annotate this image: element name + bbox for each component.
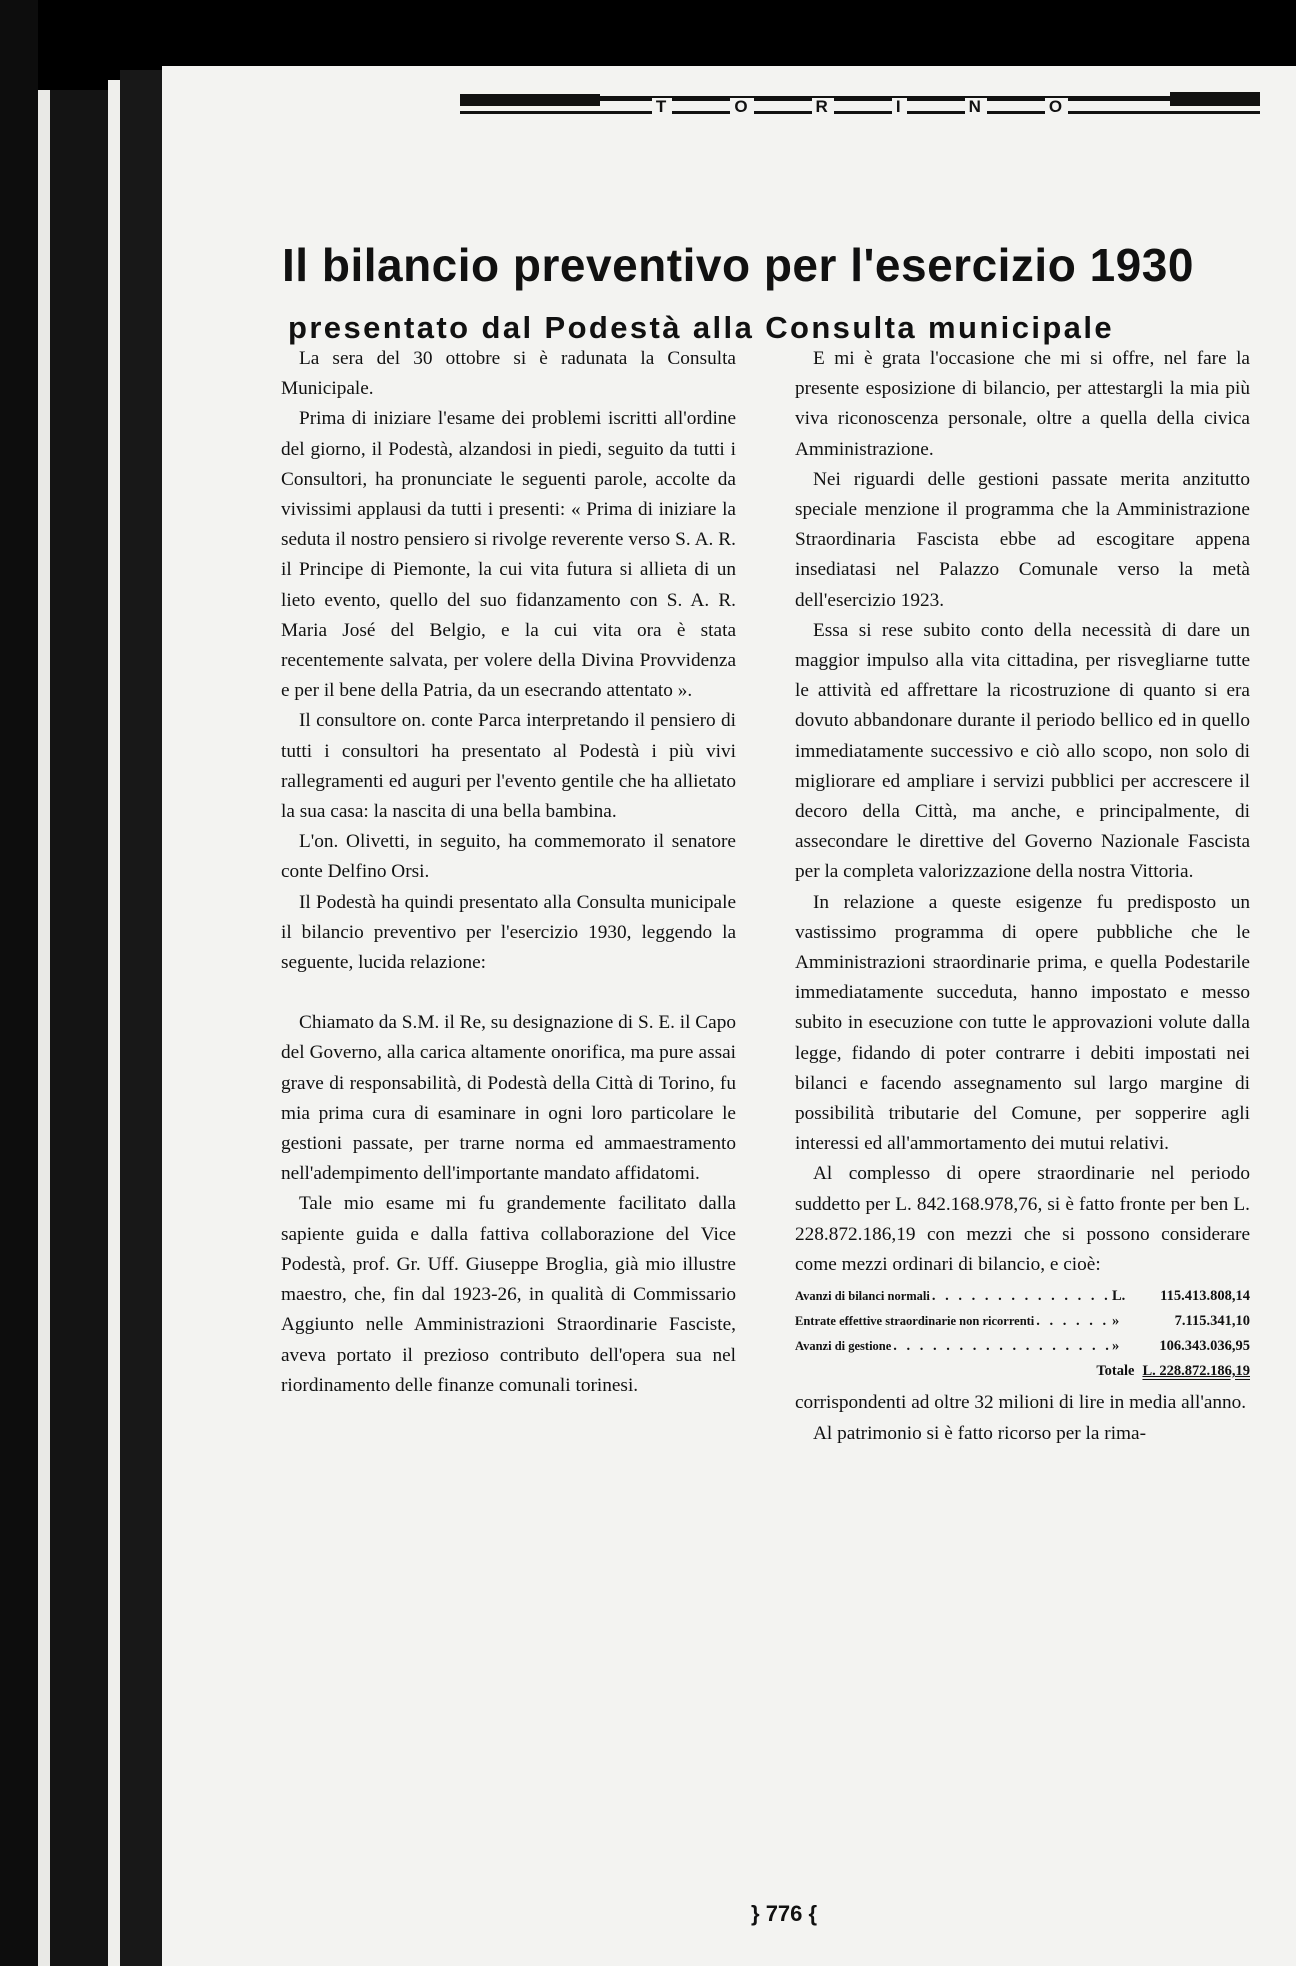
page-number-bracket-icon: { <box>808 1901 818 1926</box>
budget-row-currency: » <box>1112 1313 1120 1330</box>
budget-row-amount: 115.413.808,14 <box>1160 1288 1250 1305</box>
paragraph: Nei riguardi delle gestioni passate merita anzitutto speciale menzione il programma che la Amministrazione Straordinaria Fascista ebbe ad escogitare appena insediatasi nel Palazzo Comunale verso la metà dell'esercizio 1923. <box>795 468 1250 611</box>
budget-total-label: Totale <box>1096 1363 1135 1380</box>
page-edge <box>108 80 120 1966</box>
leader-dots <box>932 1284 1110 1309</box>
paragraph: Tale mio esame mi fu grandemente facilitato dalla sapiente guida e dalla fattiva collaborazione del Vice Podestà, prof. Gr. Uff. Giuseppe Broglia, già mio illustre maestro, che, fin dal 1923-26, in qualità di Commissario Aggiunto nelle Amministrazioni Straordinarie Fasciste, aveva portato il prezioso contributo dell'opera sua nel riordinamento delle finanze comunali torinesi. <box>281 1193 736 1396</box>
budget-total <box>795 1359 1250 1384</box>
running-head-ornament <box>1170 92 1260 106</box>
right-column <box>795 344 1250 1449</box>
page-number <box>751 1901 817 1927</box>
budget-row-currency: L. <box>1112 1288 1126 1305</box>
page-number-bracket-icon: } <box>751 1901 760 1926</box>
running-head-letter: O <box>730 98 753 115</box>
paragraph: E mi è grata l'occasione che mi si offre, nel fare la presente esposizione di bilancio, per attestargli la mia più viva riconoscenza personale, oltre a quella della civica Amministrazione. <box>795 348 1250 460</box>
article-subtitle: presentato dal Podestà alla Consulta municipale <box>288 310 1114 345</box>
running-head-letter: R <box>812 98 834 115</box>
paragraph: In relazione a queste esigenze fu predisposto un vastissimo programma di opere pubbliche che le Amministrazioni straordinarie prima, e quella Podestarile immediatamente succeduta, hanno impostato e messo subito in esecuzione con tutte le approvazioni volute dalla legge, fidando di poter contrarre i debiti impostati nei bilanci e facendo assegnamento sul largo margine di possibilità tributarie del Comune, per sopperire agli interessi ed all'ammortamento dei mutui relativi. <box>795 891 1250 1155</box>
budget-row-currency: » <box>1112 1338 1120 1355</box>
budget-row-label: Avanzi di bilanci normali <box>795 1289 930 1304</box>
running-head-letter: N <box>965 98 987 115</box>
book-spine-shadow <box>50 90 108 1966</box>
leader-dots <box>1036 1309 1110 1334</box>
document-page <box>162 66 1296 1966</box>
running-head <box>460 96 1260 114</box>
running-head-letter: I <box>892 98 907 115</box>
page-number-value: 776 <box>765 1901 803 1926</box>
paragraph: Al complesso di opere straordinarie nel periodo suddetto per L. 842.168.978,76, si è fatto fronte per ben L. 228.872.186,19 con mezzi che si possono considerare come mezzi ordinari di bilancio, e cioè: <box>795 1163 1250 1276</box>
running-head-letter: O <box>1045 98 1068 115</box>
budget-row <box>795 1334 1250 1359</box>
paragraph: Essa si rese subito conto della necessità di dare un maggior impulso alla vita cittadina, per risvegliarne tutte le attività ed affrettare la ricostruzione di quanto si era dovuto abbandonare durante il periodo bellico ed in quello immediatamente successivo e ciò allo scopo, non solo di migliorare ed ampliare i servizi pubblici per accrescere il decoro della Città, ma anche, e principalmente, di assecondare le direttive del Governo Nazionale Fascista per la completa valorizzazione della nostra Vittoria. <box>795 619 1250 883</box>
paragraph: Chiamato da S.M. il Re, su designazione di S. E. il Capo del Governo, alla carica altamente onorifica, ma pure assai grave di responsabilità, di Podestà della Città di Torino, fu mia prima cura di esaminare in ogni loro particolare le gestioni passate, per trarne norma ed ammaestramento nell'adempimento dell'importante mandato affidatomi. <box>281 1012 737 1185</box>
paragraph: Al patrimonio si è fatto ricorso per la rima- <box>813 1422 1147 1444</box>
budget-row-amount: 7.115.341,10 <box>1174 1313 1250 1330</box>
budget-row-label: Avanzi di gestione <box>795 1339 892 1354</box>
book-spine-shadow <box>0 0 38 1966</box>
book-spine-shadow <box>120 70 162 1966</box>
paragraph: corrispondenti ad oltre 32 milioni di lire in media all'anno. <box>795 1392 1247 1414</box>
budget-row-amount: 106.343.036,95 <box>1159 1338 1250 1355</box>
paragraph: Prima di iniziare l'esame dei problemi iscritti all'ordine del giorno, il Podestà, alzandosi in piedi, seguito da tutti i Consultori, ha pronunciate le seguenti parole, accolte da vivissimi applausi da tutti i presenti: « Prima di iniziare la seduta il nostro pensiero si rivolge reverente verso S. A. R. il Principe di Piemonte, la cui vita futura si allieta di un lieto evento, quello del suo fidanzamento con S. A. R. Maria José del Belgio, e la cui vita ora è stata recentemente salvata, per volere della Divina Provvidenza e per il bene della Patria, da un esecrando attentato ». <box>281 408 736 702</box>
paragraph: L'on. Olivetti, in seguito, ha commemorato il senatore conte Delfino Orsi. <box>281 831 736 883</box>
leader-dots <box>893 1334 1110 1359</box>
paragraph: Il Podestà ha quindi presentato alla Consulta municipale il bilancio preventivo per l'esercizio 1930, leggendo la seguente, lucida relazione: <box>281 891 736 974</box>
running-head-letter: T <box>652 98 672 115</box>
left-column <box>281 344 736 1401</box>
paragraph: La sera del 30 ottobre si è radunata la Consulta Municipale. <box>281 348 736 400</box>
budget-row <box>795 1284 1250 1309</box>
budget-table <box>795 1284 1250 1384</box>
budget-row-label: Entrate effettive straordinarie non ricorrenti <box>795 1314 1035 1329</box>
budget-total-value: L. 228.872.186,19 <box>1142 1363 1250 1380</box>
page-edge <box>38 90 50 1966</box>
budget-row <box>795 1309 1250 1334</box>
running-head-ornament <box>460 94 600 106</box>
article-title: Il bilancio preventivo per l'esercizio 1930 <box>282 239 1194 291</box>
paragraph: Il consultore on. conte Parca interpretando il pensiero di tutti i consultori ha presentato al Podestà i più vivi rallegramenti ed auguri per l'evento gentile che ha allietato la sua casa: la nascita di una bella bambina. <box>281 710 736 823</box>
